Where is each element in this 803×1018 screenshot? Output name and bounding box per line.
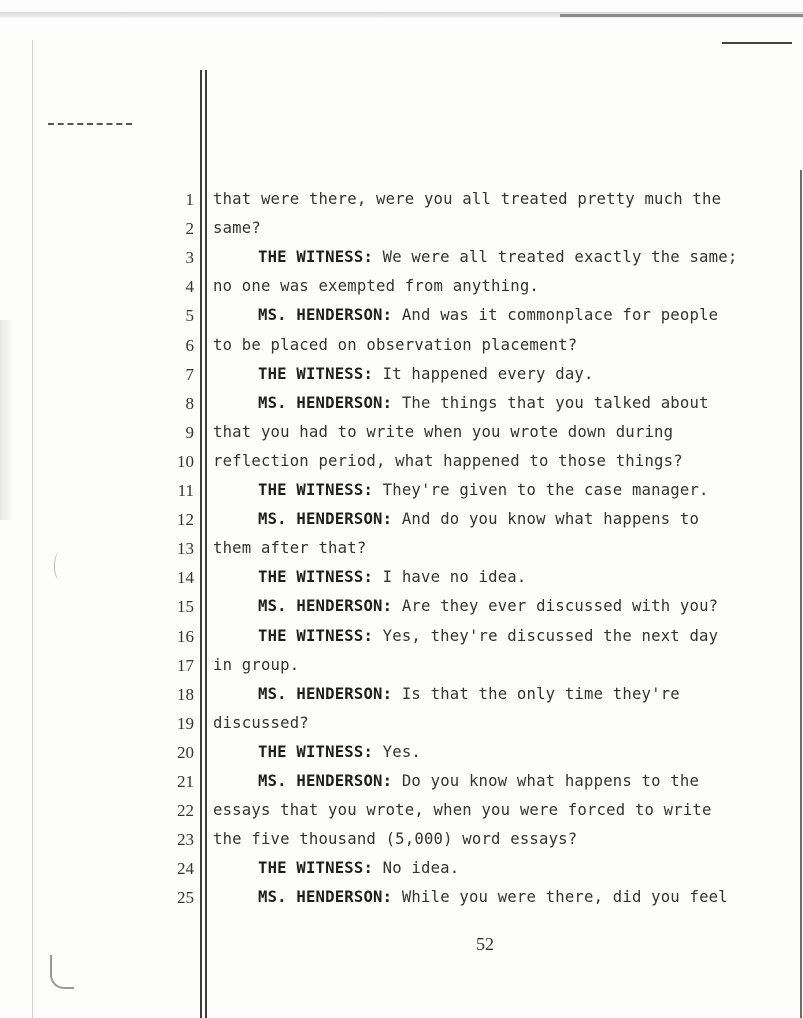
line-text [213,801,797,819]
line-number: 19 [177,713,194,733]
line-body: that were there, were you all treated pretty much the [213,190,722,208]
line-number: 1 [185,190,194,209]
line-number: 13 [177,539,194,559]
line-body: Do you know what happens to the [392,772,700,790]
transcript-line [0,450,803,479]
line-text [213,830,797,848]
transcript-line [0,275,803,304]
line-body: While you were there, did you feel [392,888,728,907]
line-number: 5 [185,306,194,326]
speaker-label: MS. HENDERSON: [258,393,393,412]
transcript-line [0,857,803,886]
line-number: 20 [177,742,194,762]
transcript-line [0,595,803,624]
line-text [213,714,797,732]
line-body: Yes. [373,742,422,761]
transcript-line [0,799,803,828]
line-text [258,510,797,528]
line-text [213,336,797,354]
line-body: And was it commonplace for people [392,306,719,325]
page-number: 52 [476,934,494,954]
speaker-label: THE WITNESS: [258,742,374,761]
speaker-label: MS. HENDERSON: [258,306,393,325]
line-text [213,423,797,441]
dash-mark [48,123,132,126]
speaker-label: MS. HENDERSON: [258,597,393,616]
line-number: 17 [177,655,194,675]
speaker-label: THE WITNESS: [258,626,374,645]
line-text [213,219,797,237]
line-text [258,627,797,645]
line-body: them after that? [213,539,367,558]
line-body: to be placed on observation placement? [213,335,578,354]
line-body: No idea. [373,859,460,878]
line-body: And do you know what happens to [392,510,700,529]
transcript-line [0,537,803,566]
speaker-label: THE WITNESS: [258,481,374,499]
transcript-line [0,392,803,421]
line-number: 12 [177,510,194,530]
line-text [258,481,797,499]
line-text [258,743,797,761]
line-text [213,190,797,208]
line-text [258,685,797,703]
line-body: the five thousand (5,000) word essays? [213,830,578,849]
line-number: 6 [185,335,194,355]
transcript-line [0,334,803,363]
transcript-line [0,770,803,799]
speaker-label: THE WITNESS: [258,248,374,267]
transcript-line [0,479,803,508]
line-text [213,277,797,295]
line-number: 23 [177,830,194,850]
transcript-line [0,188,803,217]
transcript-line [0,508,803,537]
line-number: 18 [177,684,194,704]
transcript-line [0,683,803,712]
transcript-line [0,304,803,333]
speaker-label: THE WITNESS: [258,859,374,878]
line-body: Are they ever discussed with you? [392,597,719,616]
line-body: that you had to write when you wrote down during [213,422,674,441]
transcript-line [0,566,803,595]
speaker-label: MS. HENDERSON: [258,772,393,790]
line-body: It happened every day. [373,364,594,383]
line-body: reflection period, what happened to those things? [213,451,683,470]
line-number: 21 [177,772,194,791]
line-body: I have no idea. [373,568,527,587]
line-body: They're given to the case manager. [373,481,709,499]
line-body: essays that you wrote, when you were forced to write [213,801,712,820]
line-text [213,656,797,674]
line-body: The things that you talked about [392,393,709,412]
line-body: no one was exempted from anything. [213,277,539,296]
line-number: 24 [177,859,194,879]
transcript-line [0,625,803,654]
speaker-label: MS. HENDERSON: [258,684,393,703]
line-number: 4 [185,277,194,297]
line-number: 14 [177,568,194,588]
line-number: 11 [177,481,194,500]
transcript-line [0,654,803,683]
line-body: Yes, they're discussed the next day [373,626,719,645]
line-text [258,568,797,586]
speaker-label: THE WITNESS: [258,568,374,587]
transcript-line [0,712,803,741]
line-body: same? [213,219,261,238]
scan-top-edge-dark [560,14,803,17]
line-text [213,539,797,557]
line-number: 7 [185,364,194,384]
line-text [258,365,797,383]
line-number: 25 [177,888,194,908]
line-number: 3 [185,248,194,268]
transcript-line [0,363,803,392]
transcript-line [0,741,803,770]
line-text [258,888,797,906]
transcript-line [0,828,803,857]
line-text [258,248,797,266]
transcript-line [0,421,803,450]
line-body: discussed? [213,713,309,732]
line-text [258,394,797,412]
speaker-label: MS. HENDERSON: [258,888,393,907]
line-text [258,597,797,615]
line-text [258,859,797,877]
transcript-line [0,217,803,246]
transcript-line [0,886,803,915]
line-text [258,306,797,324]
line-body: in group. [213,655,300,674]
line-text [213,452,797,470]
binding-speck [50,955,74,989]
line-number: 16 [177,626,194,646]
line-text [258,772,797,790]
speaker-label: THE WITNESS: [258,364,374,383]
line-number: 22 [177,801,194,821]
line-number: 2 [185,219,194,239]
line-number: 15 [177,597,194,617]
line-number: 8 [185,393,194,413]
speaker-label: MS. HENDERSON: [258,510,393,529]
scan-mark [722,42,792,44]
line-body: We were all treated exactly the same; [373,248,738,267]
line-number: 9 [185,422,194,442]
line-number: 10 [177,451,194,471]
transcript-line [0,246,803,275]
line-body: Is that the only time they're [392,684,680,703]
